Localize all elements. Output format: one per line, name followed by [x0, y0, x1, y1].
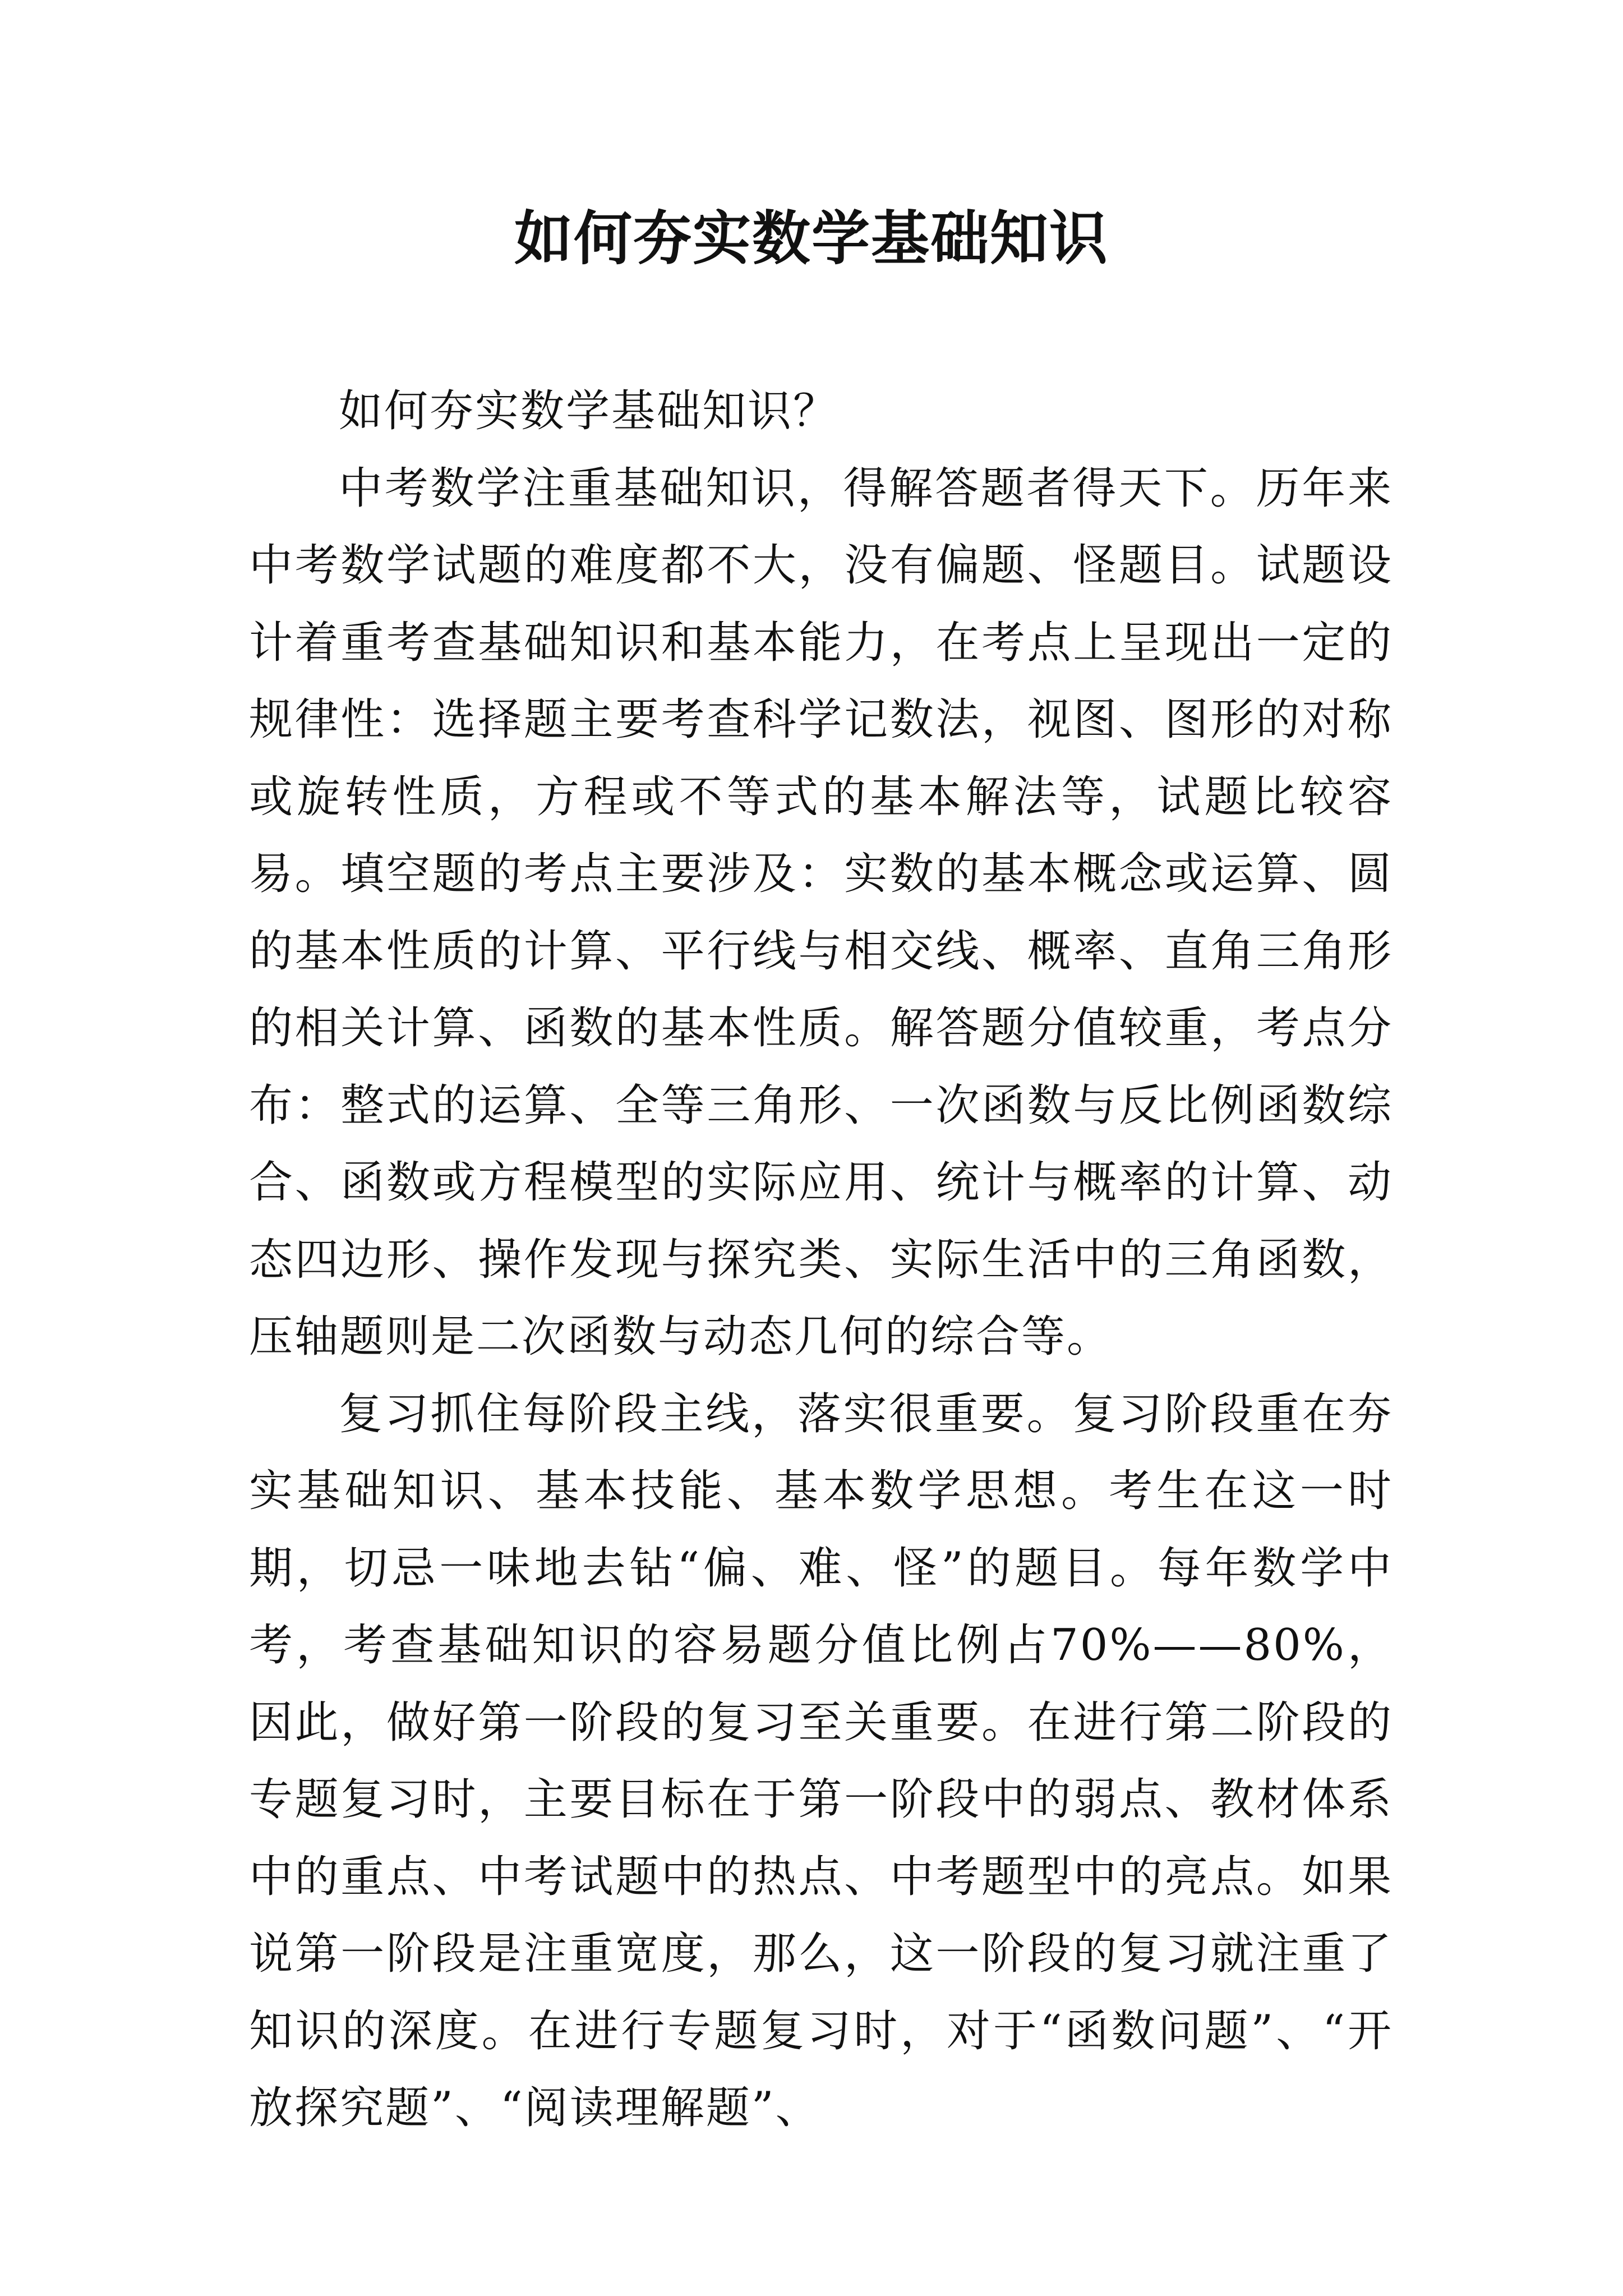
document-title: 如何夯实数学基础知识	[514, 204, 1109, 273]
document-body	[249, 373, 1393, 2147]
paragraph-review-strategy: 复习抓住每阶段主线，落实很重要。复习阶段重在夯实基础知识、基本技能、基本数学思想。考生在这一时期，切忌一味地去钻“偏、难、怪”的题目。每年数学中考，考查基础知识的容易题分值比例占70%——80%，因此，做好第一阶段的复习至关重要。在进行第二阶段的专题复习时，主要目标在于第一阶段中的弱点、教材体系中的重点、中考试题中的热点、中考题型中的亮点。如果说第一阶段是注重宽度，那么，这一阶段的复习就注重了知识的深度。在进行专题复习时，对于“函数问题”、“开放探究题”、“阅读理解题”、	[249, 1388, 1393, 2133]
paragraph-question: 如何夯实数学基础知识？	[339, 386, 839, 436]
paragraph-exam-overview: 中考数学注重基础知识，得解答题者得天下。历年来中考数学试题的难度都不大，没有偏题、怪题目。试题设计着重考查基础知识和基本能力，在考点上呈现出一定的规律性：选择题主要考查科学记数法，视图、图形的对称或旋转性质，方程或不等式的基本解法等，试题比较容易。填空题的考点主要涉及：实数的基本概念或运算、圆的基本性质的计算、平行线与相交线、概率、直角三角形的相关计算、函数的基本性质。解答题分值较重，考点分布：整式的运算、全等三角形、一次函数与反比例函数综合、函数或方程模型的实际应用、统计与概率的计算、动态四边形、操作发现与探究类、实际生活中的三角函数，压轴题则是二次函数与动态几何的综合等。	[249, 463, 1393, 1362]
